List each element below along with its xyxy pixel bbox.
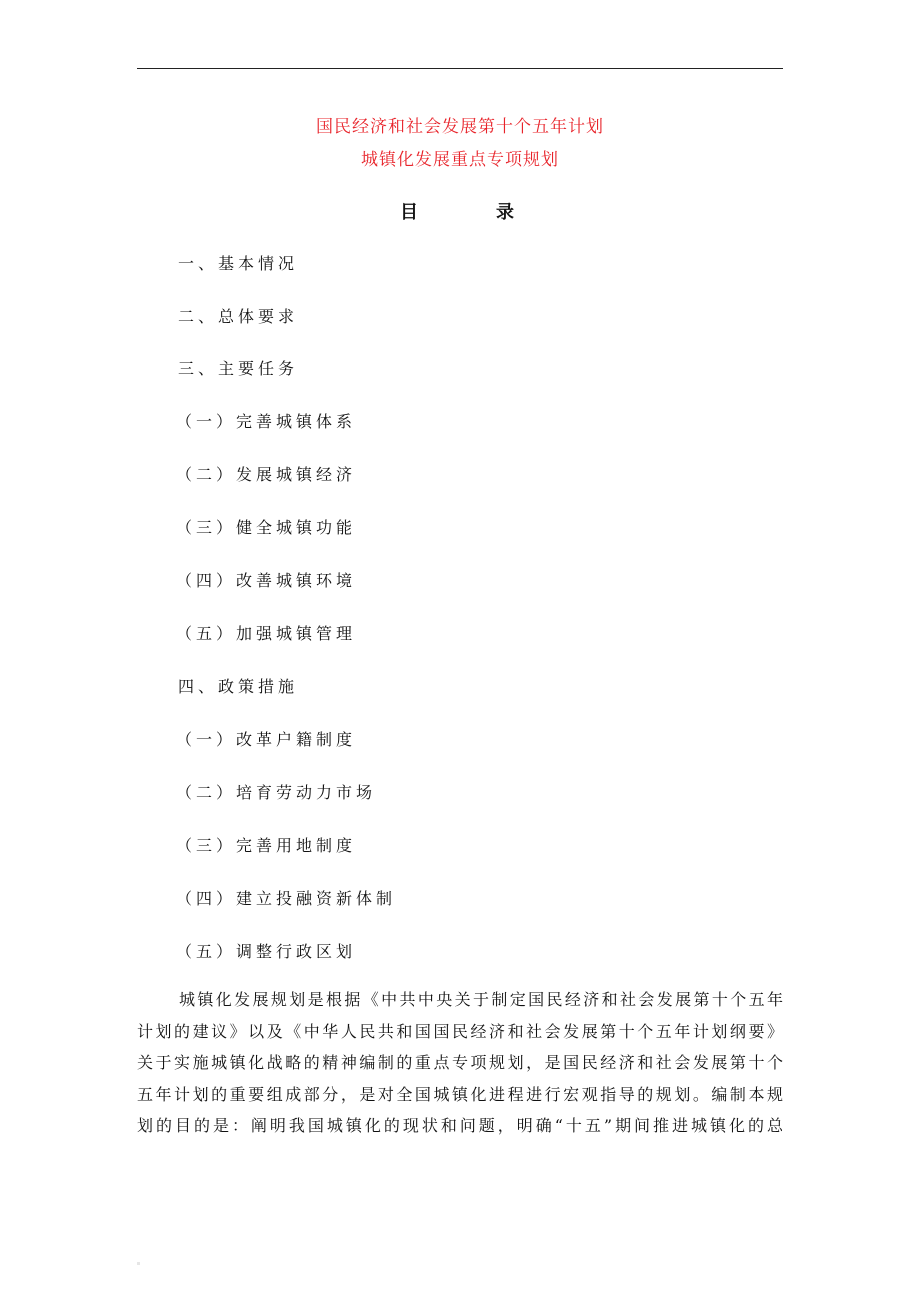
toc-heading-left: 目 [400,202,418,223]
toc-item[interactable]: 三、主要任务 [178,359,299,378]
toc-item[interactable]: （四）改善城镇环境 [176,571,357,590]
toc-item[interactable]: 四、政策措施 [178,677,299,696]
intro-line: 城镇化发展规划是根据《中共中央关于制定国民经济和社会发展第十个五年 [179,990,783,1009]
toc-item[interactable]: （三）健全城镇功能 [176,518,357,537]
document-title-line-1: 国民经济和社会发展第十个五年计划 [316,117,604,137]
toc-item[interactable]: （一）改革户籍制度 [176,730,357,749]
toc-item[interactable]: （四）建立投融资新体制 [176,889,397,908]
toc-item[interactable]: （五）调整行政区划 [176,942,357,961]
toc-item[interactable]: （三）完善用地制度 [176,836,357,855]
toc-item[interactable]: （二）发展城镇经济 [176,465,357,484]
toc-heading [400,198,514,224]
header-rule [137,68,783,69]
toc-item[interactable]: （二）培育劳动力市场 [176,783,377,802]
intro-line: 五年计划的重要组成部分，是对全国城镇化进程进行宏观指导的规划。编制本规 [137,1084,783,1104]
page-corner-mark [137,1262,140,1265]
intro-line: 关于实施城镇化战略的精神编制的重点专项规划，是国民经济和社会发展第十个 [137,1053,783,1072]
toc-item[interactable]: 二、总体要求 [178,307,299,326]
intro-line: 划的目的是：阐明我国城镇化的现状和问题，明确“十五”期间推进城镇化的总 [137,1116,783,1135]
intro-line: 计划的建议》以及《中华人民共和国国民经济和社会发展第十个五年计划纲要》 [137,1021,783,1041]
document-title-line-2: 城镇化发展重点专项规划 [361,150,559,170]
toc-heading-right: 录 [496,202,514,223]
intro-paragraph [137,984,783,1142]
toc-item[interactable]: （一）完善城镇体系 [176,412,357,431]
toc-item[interactable]: （五）加强城镇管理 [176,624,357,643]
toc-item[interactable]: 一、基本情况 [178,254,299,273]
